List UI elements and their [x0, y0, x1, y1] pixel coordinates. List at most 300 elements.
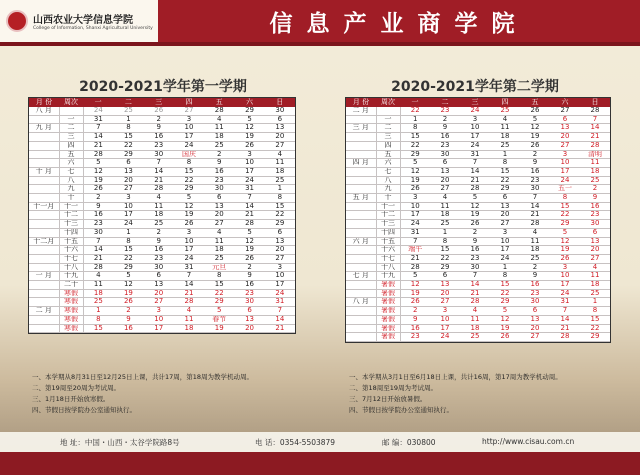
- day-cell: 5: [113, 272, 143, 281]
- day-cell: 24: [550, 289, 580, 298]
- day-cell: 23: [144, 254, 174, 263]
- month-cell: [29, 324, 59, 333]
- day-cell: 15: [580, 315, 610, 324]
- note: 四、节假日按学院办公室通知执行。: [32, 406, 136, 414]
- day-cell: 24: [550, 176, 580, 185]
- day-cell: 23: [430, 141, 460, 150]
- day-cell: 23: [520, 176, 550, 185]
- day-cell: 24: [113, 220, 143, 229]
- week-cell: 五: [59, 150, 83, 159]
- day-cell: 16: [400, 324, 430, 333]
- month-cell: [29, 263, 59, 272]
- day-cell: 22: [400, 141, 430, 150]
- day-cell: 9: [400, 315, 430, 324]
- table-row: [346, 159, 610, 168]
- day-cell: 26: [550, 254, 580, 263]
- month-cell: [29, 150, 59, 159]
- week-cell: [376, 107, 400, 115]
- day-cell: 28: [174, 298, 204, 307]
- month-cell: [346, 263, 376, 272]
- day-cell: 14: [234, 202, 264, 211]
- day-cell: 27: [174, 107, 204, 115]
- month-cell: [346, 254, 376, 263]
- table-row: [346, 289, 610, 298]
- table-row: [346, 194, 610, 203]
- week-cell: 十二: [59, 211, 83, 220]
- table-row: [29, 315, 295, 324]
- day-cell: 10: [550, 272, 580, 281]
- day-cell: 22: [580, 324, 610, 333]
- day-cell: 12: [550, 237, 580, 246]
- day-cell: 22: [113, 254, 143, 263]
- day-cell: 18: [460, 324, 490, 333]
- month-cell: [29, 228, 59, 237]
- day-cell: 5: [234, 115, 264, 124]
- day-cell: 18: [520, 246, 550, 255]
- week-cell: 十九: [59, 272, 83, 281]
- note: 二、第19周至20周为考试周。: [32, 384, 121, 392]
- day-cell: 28: [83, 150, 113, 159]
- month-cell: [29, 246, 59, 255]
- month-cell: [346, 315, 376, 324]
- day-cell: 27: [430, 185, 460, 194]
- day-cell: 13: [580, 237, 610, 246]
- day-cell: 17: [144, 324, 174, 333]
- day-cell: 26: [520, 141, 550, 150]
- day-cell: 13: [520, 315, 550, 324]
- day-cell: 28: [400, 263, 430, 272]
- day-cell: 7: [174, 272, 204, 281]
- day-cell: 20: [520, 324, 550, 333]
- day-cell: 27: [144, 298, 174, 307]
- week-cell: 九: [59, 185, 83, 194]
- day-cell: 30: [83, 228, 113, 237]
- day-cell: 9: [144, 237, 174, 246]
- day-cell: 4: [520, 228, 550, 237]
- week-cell: 八: [59, 176, 83, 185]
- day-cell: 13: [490, 202, 520, 211]
- day-cell: 17: [113, 211, 143, 220]
- month-cell: [346, 133, 376, 142]
- day-cell: 2: [144, 115, 174, 124]
- table-row: [29, 185, 295, 194]
- month-cell: [29, 281, 59, 290]
- day-cell: 10: [144, 315, 174, 324]
- day-cell: 9: [580, 194, 610, 203]
- day-cell: 7: [550, 307, 580, 316]
- footer-postcode: 邮 编：030800: [382, 438, 436, 447]
- day-cell: 8: [113, 237, 143, 246]
- week-cell: 暑假: [376, 333, 400, 342]
- day-cell: 2: [430, 115, 460, 124]
- table-row: [29, 124, 295, 133]
- day-cell: 4: [144, 194, 174, 203]
- day-cell: 20: [430, 289, 460, 298]
- table-row: [29, 211, 295, 220]
- table-row: [29, 167, 295, 176]
- note: 三、7月12日开始放暑假。: [349, 395, 427, 403]
- day-cell: 12: [83, 167, 113, 176]
- day-cell: 11: [460, 315, 490, 324]
- month-cell: [346, 281, 376, 290]
- day-cell: 8: [550, 194, 580, 203]
- day-cell: 14: [520, 202, 550, 211]
- week-cell: 五: [376, 150, 400, 159]
- day-cell: 30: [265, 107, 295, 115]
- month-cell: 二 月: [346, 107, 376, 115]
- table-row: [346, 211, 610, 220]
- week-cell: 十: [376, 194, 400, 203]
- day-cell: 31: [265, 298, 295, 307]
- day-cell: 26: [490, 333, 520, 342]
- table-row: [29, 159, 295, 168]
- day-cell: 16: [580, 202, 610, 211]
- day-cell: 30: [144, 150, 174, 159]
- day-cell: 4: [174, 307, 204, 316]
- sem2-title: 2020-2021学年第二学期: [391, 79, 559, 95]
- table-row: [29, 246, 295, 255]
- day-cell: 端午: [400, 246, 430, 255]
- day-cell: 3: [234, 150, 264, 159]
- day-cell: 12: [400, 167, 430, 176]
- day-cell: 2: [113, 307, 143, 316]
- column-header: 一: [83, 98, 113, 107]
- day-cell: 26: [83, 185, 113, 194]
- month-cell: [29, 298, 59, 307]
- day-cell: 15: [400, 133, 430, 142]
- day-cell: 25: [490, 141, 520, 150]
- day-cell: 14: [83, 246, 113, 255]
- day-cell: 13: [550, 124, 580, 133]
- table-row: [346, 237, 610, 246]
- day-cell: 11: [83, 281, 113, 290]
- day-cell: 6: [113, 159, 143, 168]
- day-cell: 14: [460, 167, 490, 176]
- day-cell: 9: [234, 272, 264, 281]
- day-cell: 11: [144, 202, 174, 211]
- day-cell: 4: [580, 263, 610, 272]
- day-cell: 21: [234, 211, 264, 220]
- day-cell: 21: [460, 176, 490, 185]
- day-cell: 29: [113, 150, 143, 159]
- day-cell: 3: [460, 115, 490, 124]
- day-cell: 15: [430, 246, 460, 255]
- day-cell: 五一: [550, 185, 580, 194]
- day-cell: 28: [520, 220, 550, 229]
- day-cell: 2: [580, 185, 610, 194]
- day-cell: 4: [430, 194, 460, 203]
- day-cell: 国庆: [174, 150, 204, 159]
- table-row: [29, 133, 295, 142]
- month-cell: [29, 220, 59, 229]
- day-cell: 31: [174, 263, 204, 272]
- day-cell: 19: [490, 324, 520, 333]
- day-cell: 7: [520, 194, 550, 203]
- day-cell: 12: [460, 202, 490, 211]
- day-cell: 24: [174, 254, 204, 263]
- table-row: [29, 307, 295, 316]
- day-cell: 22: [174, 176, 204, 185]
- month-cell: [29, 159, 59, 168]
- day-cell: 9: [144, 124, 174, 133]
- day-cell: 24: [83, 107, 113, 115]
- day-cell: 6: [520, 307, 550, 316]
- day-cell: 25: [580, 289, 610, 298]
- month-cell: 九 月: [29, 124, 59, 133]
- day-cell: 27: [430, 298, 460, 307]
- sem2-notes: [345, 370, 611, 418]
- logo: [0, 0, 158, 42]
- week-cell: 六: [59, 159, 83, 168]
- day-cell: 24: [174, 141, 204, 150]
- day-cell: 3: [174, 115, 204, 124]
- day-cell: 12: [234, 124, 264, 133]
- day-cell: 30: [520, 185, 550, 194]
- column-header: 三: [460, 98, 490, 107]
- day-cell: 7: [83, 124, 113, 133]
- note: 四、节假日按学院办公室通知执行。: [349, 406, 453, 414]
- day-cell: 16: [144, 246, 174, 255]
- day-cell: 28: [580, 141, 610, 150]
- month-cell: [29, 133, 59, 142]
- day-cell: 17: [234, 167, 264, 176]
- day-cell: 27: [550, 107, 580, 115]
- table-row: [346, 220, 610, 229]
- week-cell: 三: [59, 133, 83, 142]
- day-cell: 21: [144, 176, 174, 185]
- day-cell: 5: [234, 228, 264, 237]
- month-cell: [29, 115, 59, 124]
- day-cell: 8: [174, 159, 204, 168]
- day-cell: 14: [460, 281, 490, 290]
- day-cell: 12: [174, 202, 204, 211]
- day-cell: 18: [83, 289, 113, 298]
- day-cell: 21: [400, 254, 430, 263]
- day-cell: 29: [490, 298, 520, 307]
- sem1-title: 2020-2021学年第一学期: [79, 79, 247, 95]
- month-cell: 七 月: [346, 272, 376, 281]
- week-cell: 七: [376, 167, 400, 176]
- day-cell: 28: [460, 298, 490, 307]
- month-cell: [29, 141, 59, 150]
- month-cell: [346, 246, 376, 255]
- day-cell: 15: [83, 324, 113, 333]
- day-cell: 15: [265, 202, 295, 211]
- day-cell: 10: [174, 237, 204, 246]
- day-cell: 2: [520, 263, 550, 272]
- day-cell: 3: [174, 228, 204, 237]
- day-cell: 7: [460, 159, 490, 168]
- table-row: [346, 281, 610, 290]
- day-cell: 23: [430, 107, 460, 115]
- day-cell: 4: [265, 150, 295, 159]
- day-cell: 22: [400, 107, 430, 115]
- day-cell: 5: [204, 307, 234, 316]
- day-cell: 9: [83, 202, 113, 211]
- day-cell: 10: [234, 159, 264, 168]
- table-row: [346, 115, 610, 124]
- day-cell: 28: [234, 220, 264, 229]
- day-cell: 21: [265, 324, 295, 333]
- day-cell: 21: [550, 324, 580, 333]
- logo-cn: 山西农业大学信息学院: [33, 15, 133, 26]
- day-cell: 26: [400, 185, 430, 194]
- day-cell: 24: [490, 254, 520, 263]
- day-cell: 17: [400, 211, 430, 220]
- day-cell: 3: [400, 194, 430, 203]
- week-cell: 寒假: [59, 298, 83, 307]
- day-cell: 10: [430, 315, 460, 324]
- month-cell: [346, 202, 376, 211]
- month-cell: [29, 176, 59, 185]
- table-row: [346, 176, 610, 185]
- day-cell: 19: [83, 176, 113, 185]
- day-cell: 8: [490, 159, 520, 168]
- day-cell: 9: [430, 124, 460, 133]
- note: 三、1月18日开始放寒假。: [32, 395, 110, 403]
- week-cell: 四: [376, 141, 400, 150]
- day-cell: 6: [234, 307, 264, 316]
- day-cell: 22: [113, 141, 143, 150]
- day-cell: 5: [490, 307, 520, 316]
- day-cell: 11: [204, 237, 234, 246]
- day-cell: 22: [490, 289, 520, 298]
- month-cell: [29, 211, 59, 220]
- column-header: 五: [204, 98, 234, 107]
- month-cell: [346, 167, 376, 176]
- day-cell: 29: [400, 150, 430, 159]
- day-cell: 6: [265, 228, 295, 237]
- month-cell: 四 月: [346, 159, 376, 168]
- week-cell: 十五: [59, 237, 83, 246]
- day-cell: 6: [490, 194, 520, 203]
- day-cell: 23: [204, 176, 234, 185]
- day-cell: 5: [83, 159, 113, 168]
- week-cell: 八: [376, 176, 400, 185]
- column-header: 六: [234, 98, 264, 107]
- week-cell: 暑假: [376, 289, 400, 298]
- day-cell: 22: [550, 211, 580, 220]
- day-cell: 28: [204, 107, 234, 115]
- day-cell: 1: [400, 115, 430, 124]
- day-cell: 10: [400, 202, 430, 211]
- day-cell: 20: [550, 133, 580, 142]
- day-cell: 11: [580, 159, 610, 168]
- day-cell: 6: [204, 194, 234, 203]
- day-cell: 26: [234, 141, 264, 150]
- week-cell: 十六: [376, 246, 400, 255]
- day-cell: 23: [144, 141, 174, 150]
- day-cell: 6: [550, 115, 580, 124]
- table-row: [346, 246, 610, 255]
- header: [0, 0, 640, 42]
- week-cell: 寒假: [59, 307, 83, 316]
- week-cell: 十二: [376, 211, 400, 220]
- day-cell: 5: [550, 228, 580, 237]
- day-cell: 30: [234, 298, 264, 307]
- week-cell: 十三: [59, 220, 83, 229]
- column-header: 五: [520, 98, 550, 107]
- day-cell: 26: [520, 107, 550, 115]
- table-row: [346, 228, 610, 237]
- day-cell: 2: [520, 150, 550, 159]
- month-cell: [346, 333, 376, 342]
- column-header: 日: [265, 98, 295, 107]
- day-cell: 5: [520, 115, 550, 124]
- week-cell: 十八: [376, 263, 400, 272]
- day-cell: 7: [460, 272, 490, 281]
- column-header: 月 份: [29, 98, 59, 107]
- week-cell: 十: [59, 194, 83, 203]
- day-cell: 9: [520, 159, 550, 168]
- day-cell: 29: [265, 220, 295, 229]
- day-cell: 6: [580, 228, 610, 237]
- week-cell: 三: [376, 133, 400, 142]
- day-cell: 19: [550, 246, 580, 255]
- day-cell: 19: [400, 289, 430, 298]
- month-cell: [346, 324, 376, 333]
- day-cell: 28: [550, 333, 580, 342]
- month-cell: [346, 141, 376, 150]
- day-cell: 7: [400, 237, 430, 246]
- day-cell: 8: [430, 237, 460, 246]
- day-cell: 14: [144, 167, 174, 176]
- week-cell: 暑假: [376, 281, 400, 290]
- table-row: [29, 107, 295, 115]
- day-cell: 1: [113, 115, 143, 124]
- day-cell: 20: [430, 176, 460, 185]
- column-header: 六: [550, 98, 580, 107]
- day-cell: 31: [234, 185, 264, 194]
- day-cell: 28: [144, 185, 174, 194]
- note: 二、第18周至19周为考试周。: [349, 384, 438, 392]
- week-cell: 二十: [59, 281, 83, 290]
- week-cell: 十一: [376, 202, 400, 211]
- month-cell: [346, 115, 376, 124]
- day-cell: 31: [400, 228, 430, 237]
- day-cell: 24: [234, 176, 264, 185]
- day-cell: 31: [550, 298, 580, 307]
- day-cell: 11: [520, 237, 550, 246]
- day-cell: 7: [580, 115, 610, 124]
- day-cell: 7: [265, 307, 295, 316]
- day-cell: 19: [204, 324, 234, 333]
- day-cell: 11: [265, 159, 295, 168]
- footer-website[interactable]: http://www.cisau.com.cn: [482, 437, 575, 446]
- day-cell: 14: [265, 315, 295, 324]
- table-row: [29, 228, 295, 237]
- day-cell: 15: [490, 281, 520, 290]
- day-cell: 3: [430, 307, 460, 316]
- day-cell: 3: [490, 228, 520, 237]
- month-cell: 十 月: [29, 167, 59, 176]
- page-title: 信息产业商学院: [269, 9, 529, 37]
- table-row: [346, 107, 610, 115]
- day-cell: 23: [83, 220, 113, 229]
- column-header: 一: [400, 98, 430, 107]
- month-cell: [346, 228, 376, 237]
- day-cell: 11: [430, 202, 460, 211]
- day-cell: 20: [234, 324, 264, 333]
- day-cell: 18: [204, 133, 234, 142]
- day-cell: 17: [550, 281, 580, 290]
- day-cell: 19: [234, 246, 264, 255]
- day-cell: 20: [265, 246, 295, 255]
- day-cell: 25: [144, 220, 174, 229]
- day-cell: 31: [460, 150, 490, 159]
- table-row: [346, 124, 610, 133]
- day-cell: 17: [490, 246, 520, 255]
